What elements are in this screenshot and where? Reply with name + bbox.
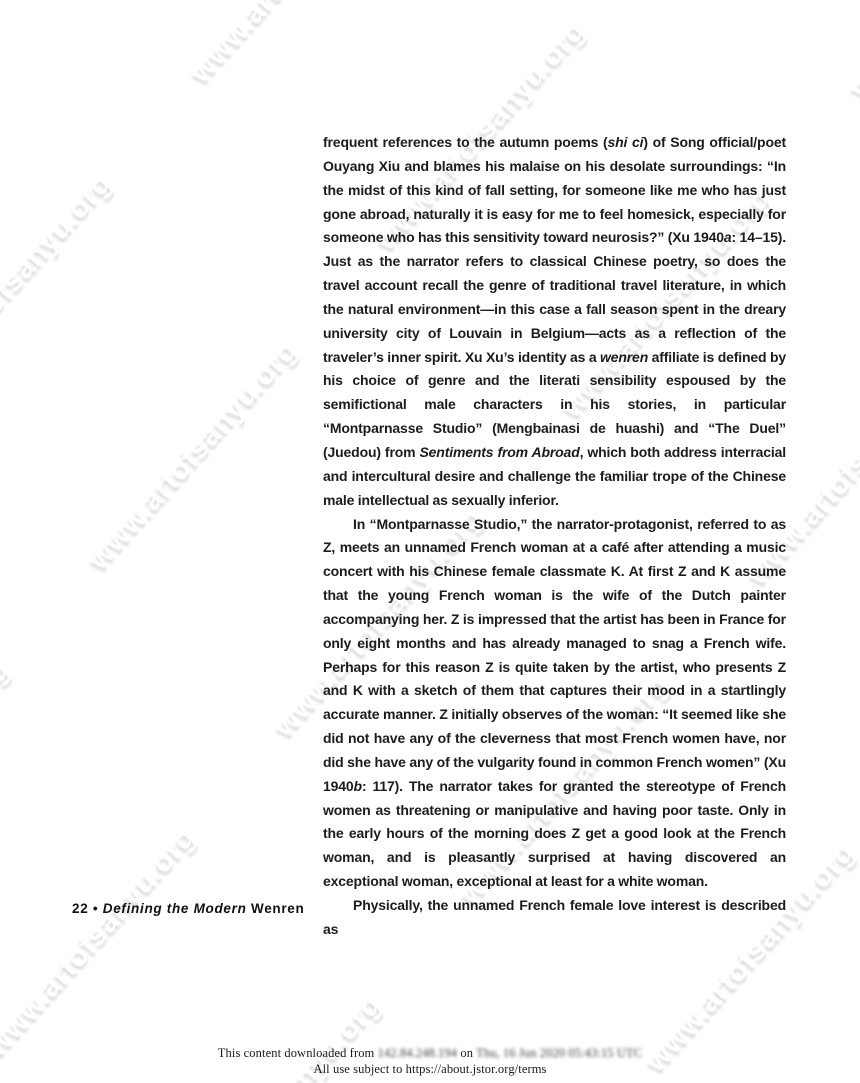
text-segment: on [457,1046,477,1060]
download-info-line [0,1046,860,1062]
text-segment: In “Montparnasse Studio,” the narrator-protagonist, referred to as Z, meets an unnamed French woman at a café after attending a music concert with his Chinese female classmate K. At first Z and K assume that the young French woman is the wife of the Dutch painter accompanying her. Z is impressed that the artist has been in France for only eight months and has already managed to snag a French wife. Perhaps for this reason Z is quite taken by the artist, who presents Z and K with a sketch of them that captures their mood in a startlingly accurate manner. Z initially observes of the woman: “It seemed like she did not have any of the cleverness that most French women have, nor did she have any of the vulgarity found in common French women” (Xu 1940 [323,515,786,794]
text-segment: ) of Song official/poet Ouyang Xiu and blames his malaise on his desolate surroundings: “In the midst of this kind of fall setting, for someone like me who has just gone abroad, naturally it is easy for me to feel homesick, especially for someone who has this sensitivity toward neurosis?” (Xu 1940 [323,134,787,246]
text-segment: wenren [599,348,649,365]
text-segment: affiliate is defined by his choice of genre and the literati sensibility espoused by the semifictional male characters in his stories, in particular “Montparnasse Studio” (Mengbainasi de huashi) and “The Duel” (Juedou) from [323,348,786,460]
redacted-text: 142.84.248.194 [377,1046,458,1060]
terms-line: All use subject to https://about.jstor.org/terms [313,1061,547,1076]
text-segment: Physically, the unnamed French female love interest is described as [323,897,786,937]
jstor-download-note [0,1046,860,1077]
text-segment: This content downloaded from [217,1046,378,1060]
text-segment: Sentiments from Abroad [419,443,580,460]
text-segment: shi ci [607,134,644,150]
text-segment: a [723,229,732,246]
text-segment: : 117). The narrator takes for granted the stereotype of French women as threatening or manipulative and having poor taste. Only in the early hours of the morning does Z get a good look at the French woman, and is pleasantly surprised at having discovered an exceptional woman, exceptional at least for a white woman. [323,777,786,890]
running-footer [72,901,304,916]
text-segment: frequent references to the autumn poems ( [323,134,608,150]
paragraph [323,894,786,942]
text-segment: Wenren [251,901,305,916]
text-segment: 22 • [72,901,103,916]
text-segment: b [353,777,362,794]
paragraph [323,513,786,895]
text-segment: Defining the Modern [102,901,247,916]
text-segment: : 14–15). Just as the narrator refers to classical Chinese poetry, so does the travel account recall the genre of traditional travel literature, in which the natural environment—in this case a fall season spent in the dreary university city of Louvain in Belgium—acts as a reflection of the traveler’s inner spirit. Xu Xu’s identity as a [323,229,786,365]
text-segment: , which both address interracial and intercultural desire and challenge the familiar trope of the Chinese male intellectual as sexually inferior. [323,443,787,508]
redacted-text: Thu, 16 Jun 2020 05:43:15 UTC [476,1046,643,1060]
body-text-column [323,131,786,942]
paragraph [323,131,786,513]
